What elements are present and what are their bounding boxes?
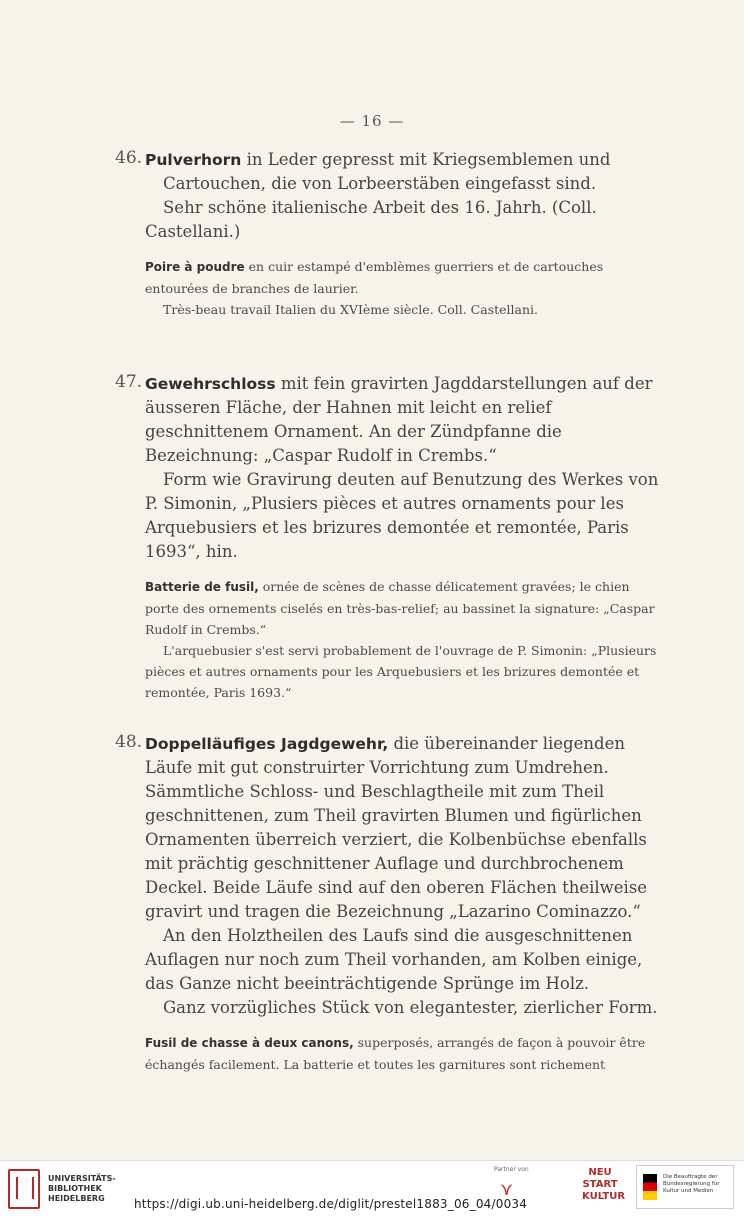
entry-note-fr: Très-beau travail Italien du XVIème siècle. Coll. Castellani. — [163, 302, 539, 317]
catalog-entry-48 — [115, 732, 665, 1075]
neustart-kultur-logo[interactable]: NEU START KULTUR — [582, 1167, 626, 1202]
partner-label: Partner von — [494, 1166, 529, 1173]
entry-description-fr: Poire à poudre en cuir estampé d'emblèmes guerriers et de cartouches entourées de branches de laurier. — [145, 259, 604, 296]
entry-number: 46. — [115, 148, 143, 168]
entry-title: Gewehrschloss — [145, 375, 276, 393]
entry-note-de: Form wie Gravirung deuten auf Benutzung des Werkes von P. Simonin, „Plusiers pièces et autres ornaments pour les Arquebusiers et les brizures demontée et remontée, Paris 1693“, hin. — [145, 470, 659, 561]
bkm-text: Die Beauftragte der Bundesregierung für Kultur und Medien — [663, 1174, 720, 1194]
permalink-url[interactable]: https://digi.ub.uni-heidelberg.de/diglit/prestel1883_06_04/0034 — [134, 1197, 528, 1211]
federal-eagle-icon — [643, 1174, 657, 1200]
page-number: — 16 — — [339, 112, 405, 130]
entry-title-fr: Poire à poudre — [145, 260, 245, 274]
entry-note-de: An den Holztheilen des Laufs sind die ausgeschnittenen Auflagen nur noch zum Theil vorhanden, am Kolben einige, das Ganze nicht beeinträchtigende Sprünge im Holz. — [145, 926, 643, 993]
entry-description-de: Pulverhorn in Leder gepresst mit Kriegsemblemen und Cartouchen, die von Lorbeerstäben eingefasst sind. — [145, 150, 611, 193]
library-crest-icon — [8, 1169, 40, 1209]
entry-title-fr: Batterie de fusil, — [145, 580, 259, 594]
viewer-footer — [0, 1160, 744, 1217]
entry-note-de: Sehr schöne italienische Arbeit des 16. Jahrh. (Coll. Castellani.) — [145, 198, 597, 241]
entry-title-fr: Fusil de chasse à deux canons, — [145, 1036, 354, 1050]
catalog-entry-46 — [115, 148, 665, 320]
entry-description-de: Doppelläufiges Jagdgewehr, die übereinander liegenden Läufe mit gut construirter Vorrichtung zum Umdrehen. Sämmtliche Schloss- und Beschlagtheile mit zum Theil geschnittenen, zum Theil gravirten Blumen und figürlichen Ornamenten überreich verziert, die Kolbenbüchse ebenfalls mit prächtig geschnittener Auflage und durchbrochenem Deckel. Beide Läufe sind auf den oberen Flächen theilweise gravirt und tragen die Bezeichnung „Lazarino Cominazzo.“ — [145, 734, 648, 921]
catalog-entry-47 — [115, 372, 665, 703]
entry-title: Doppelläufiges Jagdgewehr, — [145, 735, 389, 753]
entry-title: Pulverhorn — [145, 151, 242, 169]
bkm-logo[interactable] — [636, 1165, 734, 1209]
entry-description-de: Gewehrschloss mit fein gravirten Jagddarstellungen auf der äusseren Fläche, der Hahnen mit leicht en relief geschnittenem Ornament. An der Zündpfanne die Bezeichnung: „Caspar Rudolf in Crembs.“ — [145, 374, 653, 465]
entry-note-fr: L'arquebusier s'est servi probablement de l'ouvrage de P. Simonin: „Plusieurs pièces et autres ornaments pour les Arquebusiers et les brizures demontée et remontée, Paris 1693.“ — [145, 643, 657, 700]
entry-note-de: Ganz vorzügliches Stück von elegantester, zierlicher Form. — [163, 998, 658, 1017]
entry-description-fr: Batterie de fusil, ornée de scènes de chasse délicatement gravées; le chien porte des ornements ciselés en très-bas-relief; au bassinet la signature: „Caspar Rudolf in Crembs.“ — [145, 579, 655, 637]
partner-bird-icon: ⋎ — [500, 1179, 514, 1200]
entry-description-fr: Fusil de chasse à deux canons, superposés, arrangés de façon à pouvoir être échangés facilement. La batterie et toutes les garnitures sont richement — [145, 1035, 646, 1072]
entry-number: 47. — [115, 372, 143, 392]
university-library-logo[interactable]: UNIVERSITÄTS- BIBLIOTHEK HEIDELBERG — [8, 1169, 116, 1209]
entry-number: 48. — [115, 732, 143, 752]
